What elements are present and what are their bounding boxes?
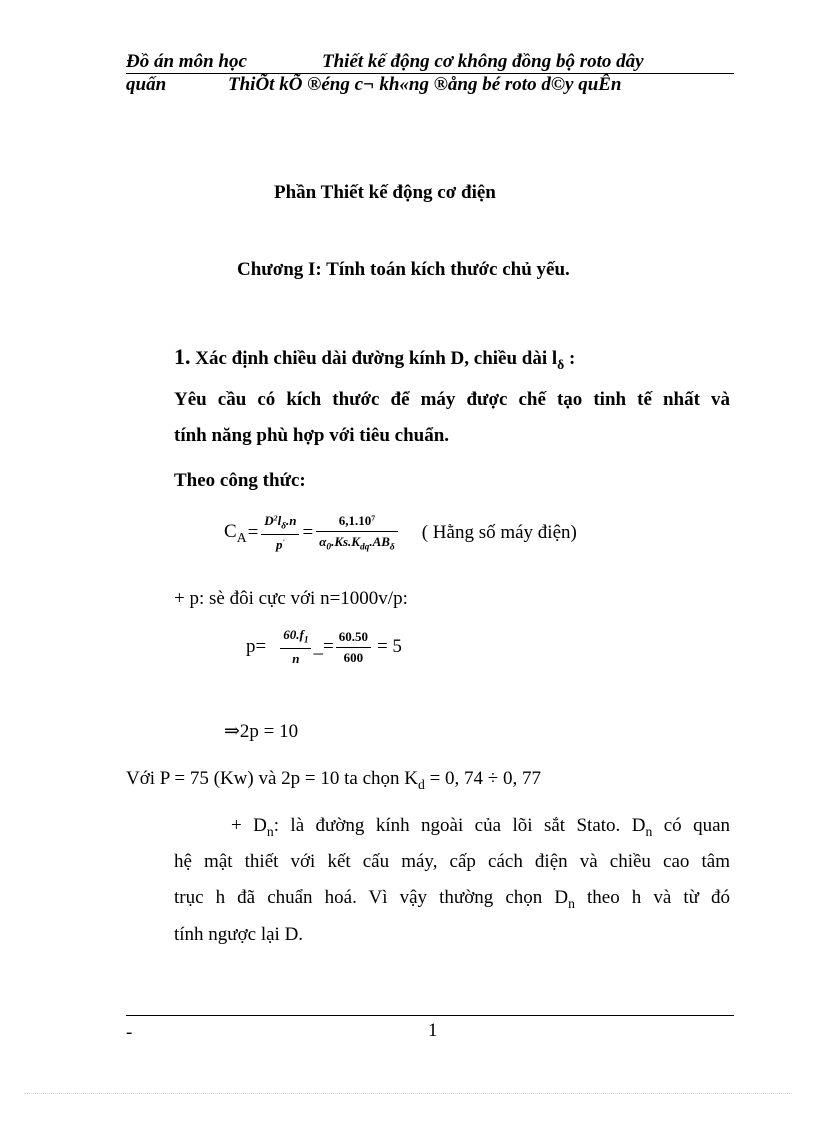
ca-frac1-numerator: $D^2l_\delta.n$ [261, 513, 299, 534]
p-result: = 5 [376, 636, 402, 657]
p-frac2-numerator: 60.50 [336, 629, 371, 648]
ca-equals-2: = [302, 522, 314, 543]
header-garbled-title: ThiÕt kÕ ®éng c¬ kh«ng ®ång bé roto d©y quÊn [228, 74, 622, 95]
section-number: 1. [174, 344, 191, 369]
header-continuation: quấn [126, 74, 167, 95]
ca-frac2-denominator: $\alpha_0.Ks.K_{dq}.AB_\delta$ [319, 534, 395, 553]
dn-paragraph-line-3: trục h đã chuẩn hoá. Vì vậy thường chọn $D_n$ theo h và từ đó [174, 887, 730, 911]
p-fraction-1 [280, 627, 311, 666]
p-frac1-denominator: n [292, 650, 300, 666]
ca-fraction-2 [316, 513, 398, 552]
p-middle: _= [313, 636, 334, 657]
ca-frac1-denominator: p' [276, 536, 285, 552]
ca-fraction-1 [261, 513, 299, 552]
part-title: Phần Thiết kế động cơ điện [274, 182, 496, 203]
formula-ca [224, 508, 577, 558]
requirement-line-2: tính năng phù hợp với tiêu chuẩn. [174, 425, 450, 446]
pole-pairs-line: + p: sè đôi cực với n=1000v/p: [174, 588, 408, 609]
page-number: 1 [428, 1020, 438, 1041]
implies-arrow-icon: ⇒ [224, 721, 240, 742]
ca-equals-1: = [247, 522, 259, 543]
formula-p [246, 624, 402, 670]
requirement-line-1: Yêu cầu có kích thước để máy được chế tạo tinh tế nhất và [174, 389, 730, 410]
dn-paragraph-line-2: hệ mật thiết với kết cấu máy, cấp cách điện và chiều cao tâm [174, 851, 730, 872]
ca-lhs: $C_A$ [224, 520, 247, 545]
p-fraction-2 [336, 629, 371, 666]
section-heading-sub: δ [557, 356, 565, 372]
section-heading-colon: : [569, 348, 576, 369]
implies-line [224, 720, 298, 743]
footer-rule [126, 1015, 734, 1016]
ca-frac2-numerator: 6,1.10$^7$ [316, 513, 398, 532]
header-project-title: Thiết kế động cơ không đồng bộ roto dây [322, 51, 644, 72]
implies-text: 2p = 10 [239, 721, 299, 742]
kd-line: Với P = 75 (Kw) và 2p = 10 ta chọn $K_d = 0$, 74 ÷ 0, 77 [126, 768, 541, 792]
page-bottom-dotted-line [24, 1093, 792, 1094]
section-heading [174, 344, 575, 373]
formula-intro: Theo công thức: [174, 470, 306, 491]
dn-paragraph-line-4: tính ngược lại D. [174, 924, 304, 945]
p-frac2-denominator: 600 [343, 649, 364, 665]
footer-dash: - [126, 1022, 133, 1043]
ca-note: ( Hằng số máy điện) [421, 522, 577, 543]
chapter-title: Chương I: Tính toán kích thước chủ yếu. [237, 259, 570, 280]
p-lhs: p= [246, 636, 267, 657]
header-course: Đồ án môn học [126, 51, 247, 72]
dn-paragraph-line-1: + $D_n$: là đường kính ngoài của lõi sắt Stato. $D_n$ có quan [231, 815, 730, 839]
section-heading-text: Xác định chiều dài đường kính D, chiều dài l [195, 348, 558, 369]
p-frac1-numerator: $60.f_1$ [280, 627, 311, 648]
